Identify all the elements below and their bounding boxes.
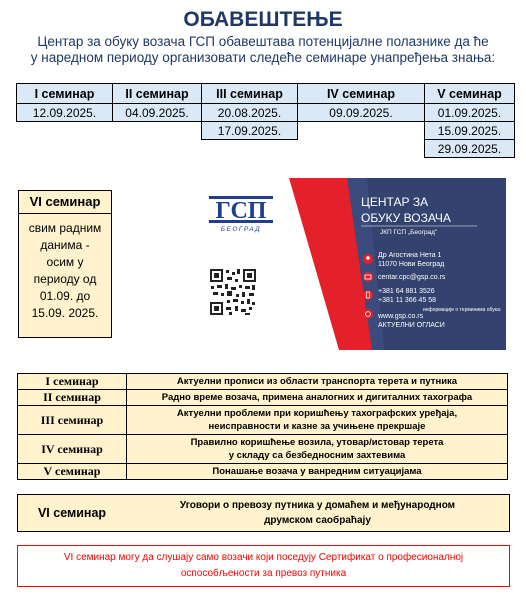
note-line: VI семинар могу да слушају само возачи који поседују Сертификат о професионалној bbox=[63, 552, 464, 563]
schedule-table bbox=[16, 83, 515, 158]
business-card bbox=[179, 178, 506, 350]
card-phone-1: +381 64 881 3526 bbox=[378, 288, 435, 295]
schedule-header-cell: IV семинар bbox=[298, 84, 425, 104]
topic-row bbox=[18, 435, 508, 464]
qr-code-icon bbox=[209, 268, 257, 316]
schedule-header-cell: V семинар bbox=[425, 84, 515, 104]
topic-label: I семинар bbox=[18, 374, 127, 390]
card-address-line-2: 11070 Нови Београд bbox=[378, 261, 445, 268]
topic-row bbox=[18, 464, 508, 480]
location-pin-icon bbox=[363, 254, 373, 264]
topic-label: III семинар bbox=[18, 406, 127, 435]
schedule-header-cell: I семинар bbox=[17, 84, 113, 104]
topic-line: Актуелни прописи из области транспорта терета и путника bbox=[176, 376, 458, 387]
card-web-info-line-2: www.gsp.co.rs bbox=[378, 313, 424, 320]
card-web-info-line-1: информације о терминима обука: bbox=[423, 307, 502, 313]
schedule-empty-cell bbox=[17, 122, 113, 140]
schedule-date-cell: 15.09.2025. bbox=[425, 122, 515, 140]
topic-text bbox=[127, 435, 508, 464]
topic-line: у складу са безбедносним захтевима bbox=[228, 450, 406, 461]
topic-line: Радно време возача, примена аналогних и дигиталних тахографа bbox=[161, 392, 473, 403]
schedule-header-cell: II семинар bbox=[113, 84, 202, 104]
card-address-line-1: Др Агостина Нета 1 bbox=[378, 252, 442, 259]
schedule-empty-cell bbox=[113, 140, 202, 158]
seminar-vi-box bbox=[18, 190, 112, 338]
schedule-date-cell: 17.09.2025. bbox=[202, 122, 298, 140]
topic-row bbox=[18, 374, 508, 390]
note-line: оспособљености за превоз путника bbox=[180, 568, 347, 579]
topic-text bbox=[127, 374, 508, 390]
topic-text bbox=[127, 464, 508, 480]
eligibility-note-text bbox=[18, 550, 509, 582]
schedule-row bbox=[17, 122, 515, 140]
business-card-graphic bbox=[179, 178, 506, 350]
card-org: ЈКП ГСП „Београд" bbox=[380, 229, 438, 236]
intro-line-2: у наредном периоду организовати следеће семинаре унапређења знања: bbox=[30, 50, 496, 65]
schedule-header-row bbox=[17, 84, 515, 104]
schedule-date-cell: 01.09.2025. bbox=[425, 104, 515, 122]
schedule-empty-cell bbox=[202, 140, 298, 158]
schedule-date-cell: 20.08.2025. bbox=[202, 104, 298, 122]
schedule-row bbox=[17, 140, 515, 158]
topic-line: Правилно коришћење возила, утовар/истовар терета bbox=[190, 437, 444, 448]
card-email: centar.cpc@gsp.co.rs bbox=[378, 274, 446, 281]
schedule-header-cell: III семинар bbox=[202, 84, 298, 104]
topic-line: Понашање возача у ванредним ситуацијама bbox=[212, 466, 422, 477]
schedule-date-cell: 09.09.2025. bbox=[298, 104, 425, 122]
topic-row bbox=[18, 406, 508, 435]
topic-line: неисправности и казне за учињене прекршаје bbox=[208, 421, 426, 432]
phone-icon bbox=[363, 290, 373, 300]
topic-line: Уговори о превозу путника у домаћем и међународном bbox=[179, 500, 456, 511]
topics-table bbox=[17, 373, 508, 480]
seminar-vi-line: периоду од bbox=[33, 272, 97, 286]
schedule-date-cell: 12.09.2025. bbox=[17, 104, 113, 122]
card-title-line-1: ЦЕНТАР ЗА bbox=[361, 195, 429, 209]
logo-subtext: БЕОГРАД bbox=[220, 226, 262, 233]
topic-label: IV семинар bbox=[18, 435, 127, 464]
schedule-date-cell: 04.09.2025. bbox=[113, 104, 202, 122]
seminar-vi-line: 15.09. 2025. bbox=[31, 306, 99, 320]
schedule-empty-cell bbox=[298, 140, 425, 158]
topic-text bbox=[127, 406, 508, 435]
mail-icon bbox=[363, 272, 373, 282]
web-icon bbox=[363, 309, 373, 319]
card-title-line-2: ОБУКУ ВОЗАЧА bbox=[361, 211, 451, 225]
intro-text bbox=[20, 34, 506, 66]
seminar-vi-topic-label: VI семинар bbox=[37, 506, 107, 520]
seminar-vi-topic bbox=[17, 494, 510, 532]
seminar-vi-header: VI семинар bbox=[19, 191, 111, 214]
schedule-empty-cell bbox=[113, 122, 202, 140]
seminar-vi-line: 01.09. до bbox=[39, 289, 91, 303]
topic-label: V семинар bbox=[18, 464, 127, 480]
seminar-vi-line: осим у bbox=[46, 255, 84, 269]
logo-text: ГСП bbox=[215, 198, 267, 224]
card-phone-2: +381 11 366 45 58 bbox=[378, 297, 437, 304]
seminar-vi-line: свим радним bbox=[28, 221, 102, 235]
topic-row bbox=[18, 390, 508, 406]
schedule-empty-cell bbox=[298, 122, 425, 140]
seminar-vi-schedule bbox=[19, 214, 111, 322]
seminar-vi-line: данима - bbox=[40, 238, 90, 252]
topic-text bbox=[127, 390, 508, 406]
intro-line-1: Центар за обуку возача ГСП обавештава потенцијалне полазнике да ће bbox=[37, 34, 489, 49]
schedule-empty-cell bbox=[17, 140, 113, 158]
card-web-info-line-3: АКТУЕЛНИ ОГЛАСИ bbox=[378, 322, 445, 329]
seminar-vi-topic-text bbox=[126, 498, 509, 528]
page-title: ОБАВЕШТЕЊЕ bbox=[183, 8, 343, 31]
topic-line: Актуелни проблеми при коришћењу тахографских уређаја, bbox=[176, 408, 458, 419]
topic-label: II семинар bbox=[18, 390, 127, 406]
schedule-row bbox=[17, 104, 515, 122]
eligibility-note bbox=[17, 545, 510, 587]
topic-line: друмском саобраћају bbox=[264, 515, 371, 526]
schedule-date-cell: 29.09.2025. bbox=[425, 140, 515, 158]
